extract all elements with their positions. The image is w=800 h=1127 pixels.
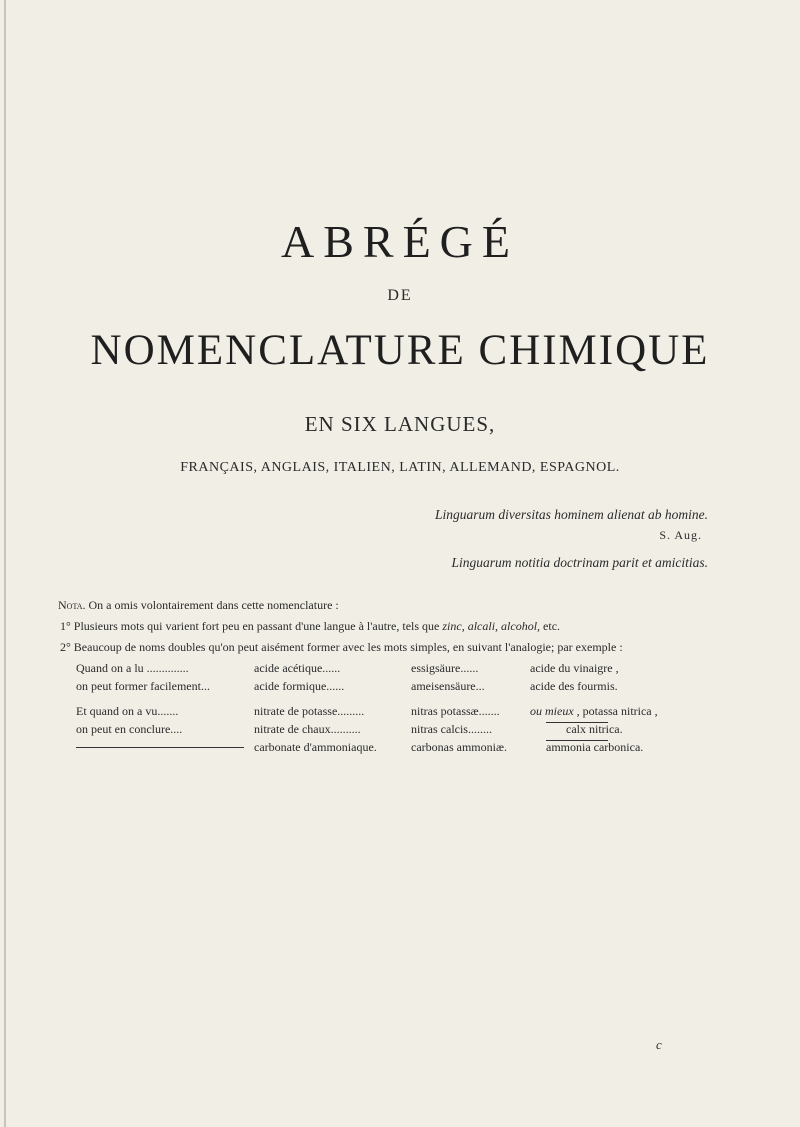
example-other: acide des fourmis. — [530, 679, 618, 693]
title-nomenclature: NOMENCLATURE CHIMIQUE — [90, 327, 710, 374]
example-french: carbonate d'ammoniaque. — [254, 740, 377, 754]
nota-point-1-words: zinc, alcali, alcohol, — [442, 619, 541, 633]
example-row — [76, 704, 766, 720]
example-row — [76, 679, 766, 695]
title-languages: FRANÇAIS, ANGLAIS, ITALIEN, LATIN, ALLEMAND, ESPAGNOL. — [180, 460, 620, 475]
example-latin-alt — [546, 740, 643, 755]
example-french: nitrate de chaux.......... — [254, 722, 361, 736]
example-french: acide acétique...... — [254, 661, 341, 675]
example-ou-mieux: ou mieux , — [530, 704, 580, 718]
ditto-dash — [546, 722, 608, 723]
example-row — [76, 722, 766, 738]
example-german: ameisensäure... — [411, 679, 485, 693]
example-context: on peut en conclure.... — [76, 722, 183, 736]
nota-point-1-start: 1° Plusieurs mots qui varient fort peu en passant d'une langue à l'autre, tels que — [60, 619, 440, 633]
nota-intro-line — [58, 598, 339, 613]
example-latin-alt-text: ammonia carbonica. — [546, 740, 644, 754]
example-latin: carbonas ammoniæ. — [411, 740, 507, 754]
example-context: on peut former facilement... — [76, 679, 210, 693]
epigraph-line-2: Linguarum notitia doctrinam parit et amicitias. — [451, 555, 708, 570]
title-de: DE — [387, 287, 413, 304]
example-other: acide du vinaigre , — [530, 661, 619, 675]
ditto-dash — [546, 740, 608, 741]
example-french: nitrate de potasse......... — [254, 704, 365, 718]
example-row — [76, 740, 766, 756]
example-row — [76, 661, 766, 677]
example-latin: nitras calcis........ — [411, 722, 492, 736]
nota-point-1 — [60, 619, 560, 634]
signature-mark: c — [656, 1037, 662, 1052]
example-french: acide formique...... — [254, 679, 345, 693]
example-context: Et quand on a vu....... — [76, 704, 179, 718]
example-latin-alt — [530, 704, 658, 719]
title-abrege: ABRÉGÉ — [281, 216, 519, 267]
example-latin: nitras potassæ....... — [411, 704, 500, 718]
example-german: essigsäure...... — [411, 661, 479, 675]
nota-point-1-end: etc. — [543, 619, 561, 633]
ditto-dash — [76, 747, 244, 748]
epigraph-author: S. Aug. — [659, 528, 702, 542]
page-edge — [4, 0, 6, 1127]
example-latin-alt — [546, 722, 623, 737]
title-six-langues: EN SIX LANGUES, — [304, 412, 496, 436]
nota-intro: On a omis volontairement dans cette nomenclature : — [88, 598, 339, 612]
epigraph-line-1: Linguarum diversitas hominem alienat ab homine. — [435, 507, 708, 522]
example-latin-alt-text: potassa nitrica , — [582, 704, 658, 718]
example-context: Quand on a lu .............. — [76, 661, 189, 675]
nota-label: Nota. — [58, 598, 86, 612]
nota-point-2: 2° Beaucoup de noms doubles qu'on peut aisément former avec les mots simples, en suivant l'analogie; par exemple : — [60, 640, 623, 654]
example-latin-alt-text: calx nitrica. — [566, 722, 623, 736]
